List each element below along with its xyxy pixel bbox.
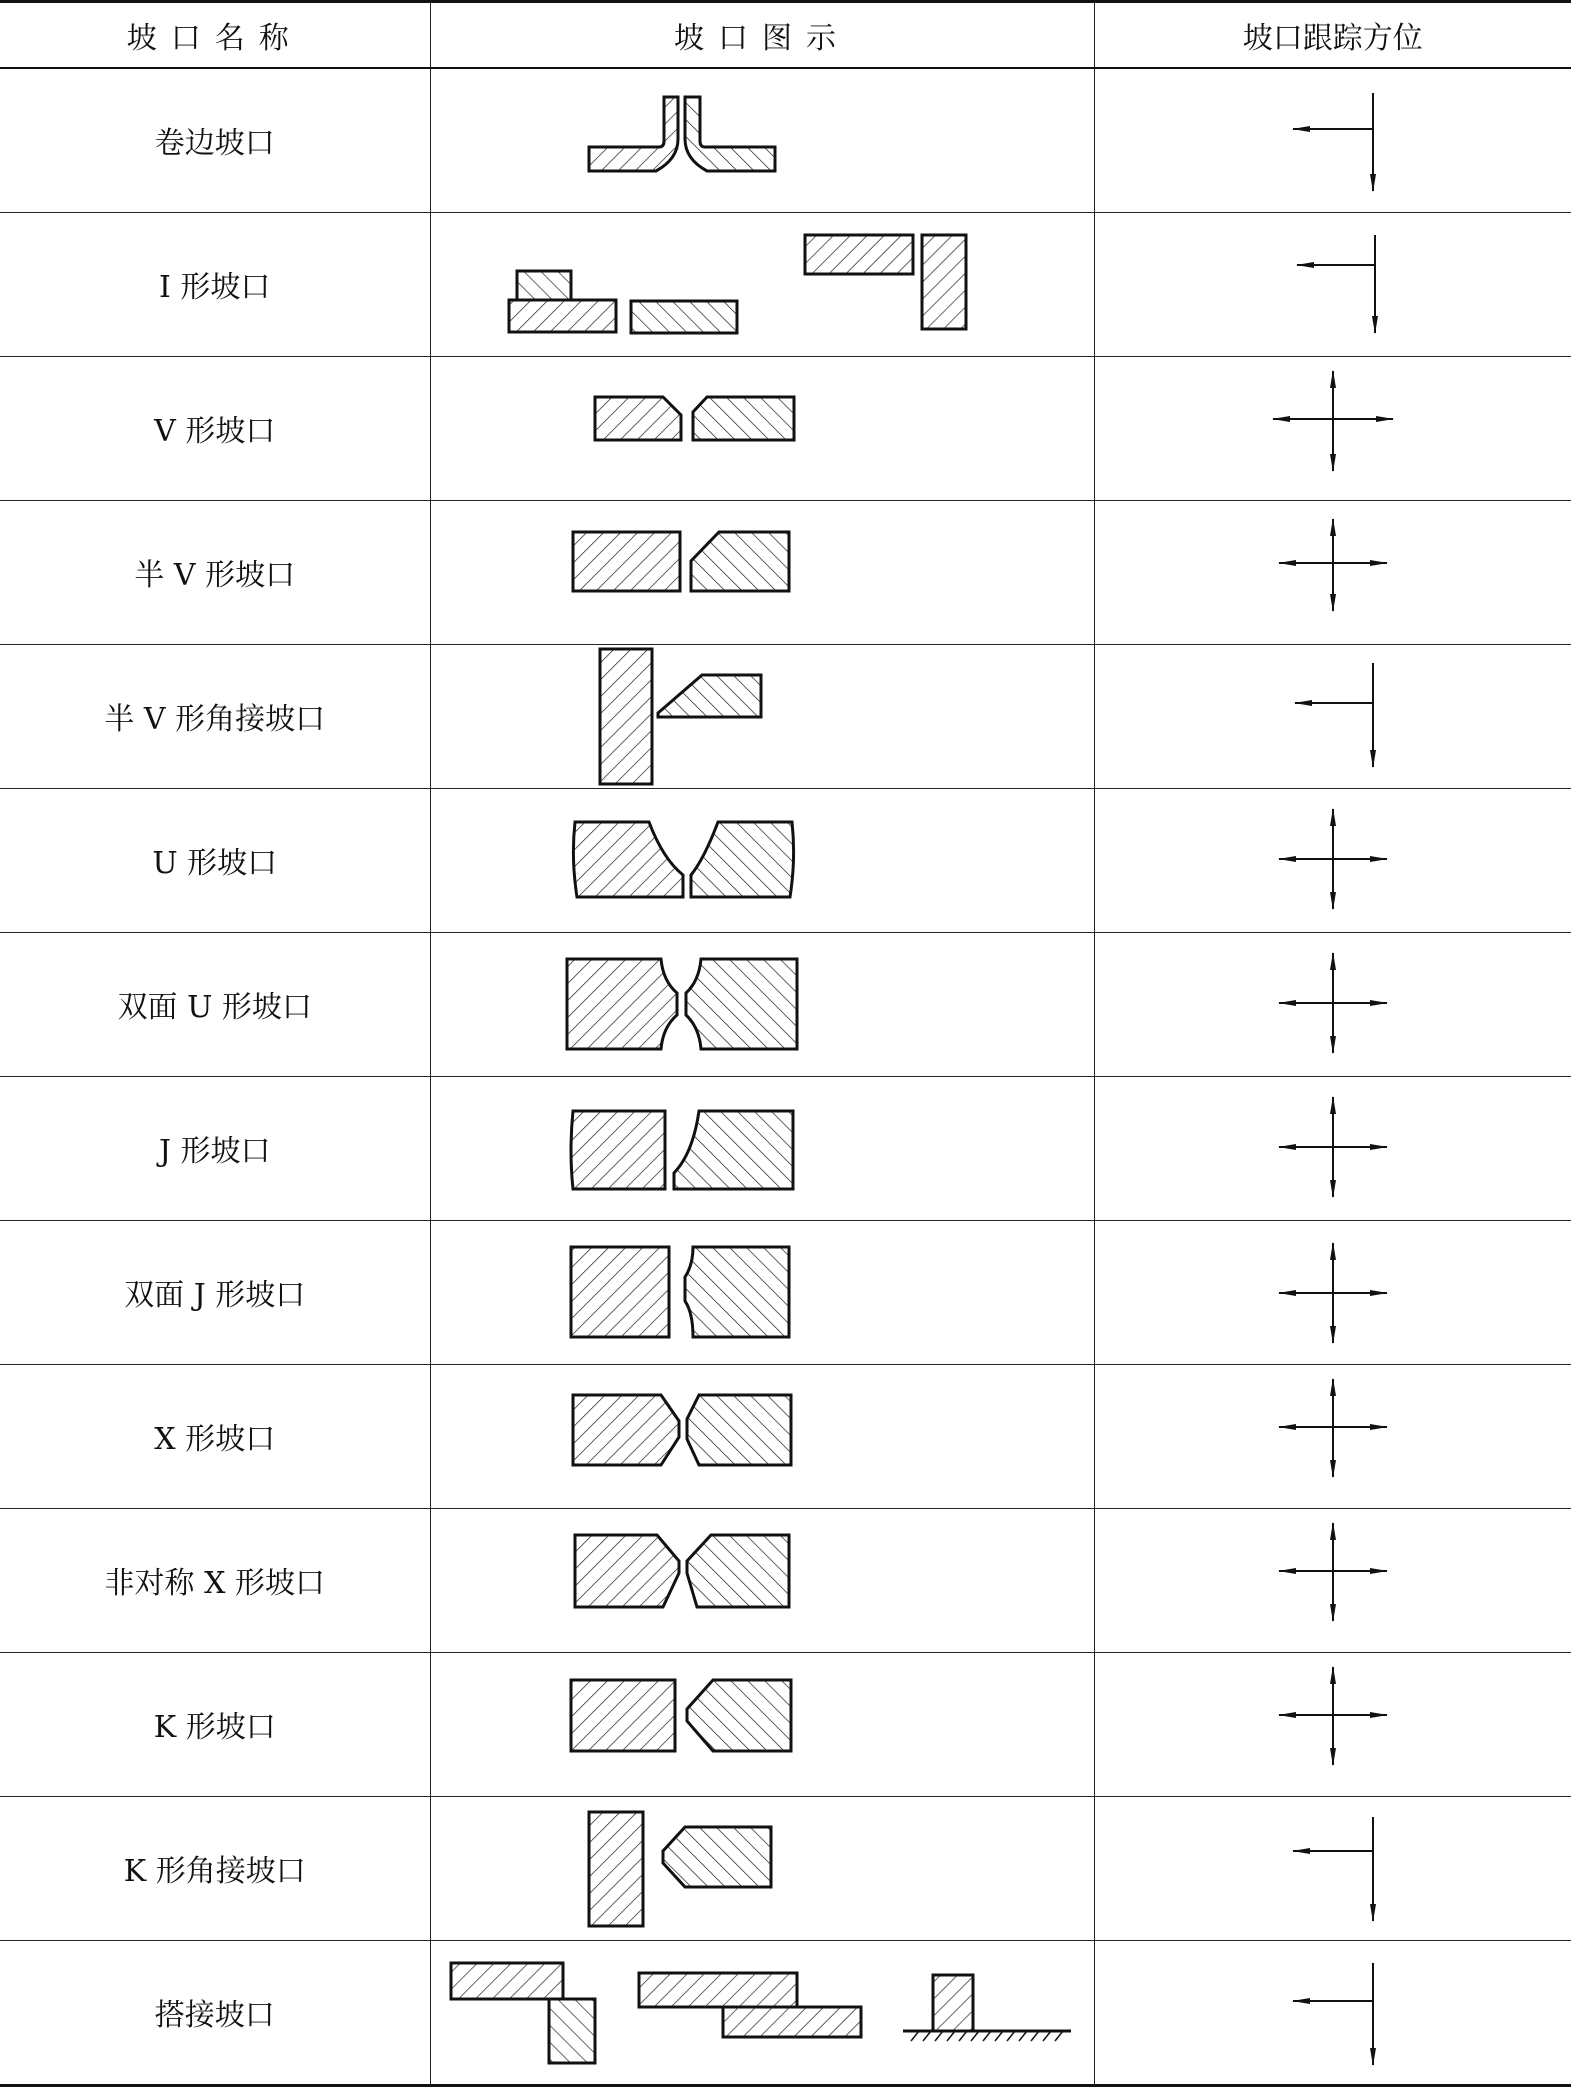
four-way-arrows-icon (1095, 357, 1571, 500)
tracking-direction (1094, 212, 1571, 356)
groove-name: J 形坡口 (0, 1076, 430, 1220)
four-way-arrows-icon (1095, 1365, 1571, 1508)
half-v-groove-figure (431, 501, 1095, 644)
groove-name: K 形角接坡口 (0, 1796, 430, 1940)
tracking-direction (1094, 68, 1571, 213)
groove-name: 半 V 形角接坡口 (0, 644, 430, 788)
groove-figure (430, 644, 1094, 788)
tracking-direction (1094, 1364, 1571, 1508)
groove-figure (430, 212, 1094, 356)
left-down-arrows-icon (1095, 69, 1571, 212)
half-v-corner-groove-figure (431, 645, 1095, 788)
left-down-arrows-icon (1095, 1797, 1571, 1940)
groove-name: 双面 J 形坡口 (0, 1220, 430, 1364)
tracking-direction (1094, 1940, 1571, 2085)
table-row (0, 500, 1571, 644)
tracking-direction (1094, 1220, 1571, 1364)
left-down-arrows-icon (1095, 645, 1571, 788)
left-down-arrows-icon (1095, 213, 1571, 356)
table-row (0, 212, 1571, 356)
j-groove-figure (431, 1077, 1095, 1220)
tracking-direction (1094, 1508, 1571, 1652)
table-row (0, 788, 1571, 932)
tracking-direction (1094, 932, 1571, 1076)
groove-figure (430, 788, 1094, 932)
table-row (0, 356, 1571, 500)
groove-figure (430, 68, 1094, 213)
table-row (0, 68, 1571, 213)
groove-figure (430, 1796, 1094, 1940)
groove-name: 非对称 X 形坡口 (0, 1508, 430, 1652)
asymmetric-x-groove-figure (431, 1509, 1095, 1652)
four-way-arrows-icon (1095, 1221, 1571, 1364)
table-row (0, 1652, 1571, 1796)
groove-figure (430, 932, 1094, 1076)
tracking-direction (1094, 644, 1571, 788)
lap-joint-figure (431, 1941, 1095, 2084)
groove-figure (430, 1940, 1094, 2085)
groove-figure (430, 1076, 1094, 1220)
groove-name: 双面 U 形坡口 (0, 932, 430, 1076)
four-way-arrows-icon (1095, 789, 1571, 932)
tracking-direction (1094, 500, 1571, 644)
four-way-arrows-icon (1095, 1653, 1571, 1796)
groove-figure (430, 1364, 1094, 1508)
header-tracking-direction: 坡口跟踪方位 (1094, 2, 1571, 68)
table-row (0, 1940, 1571, 2085)
tracking-direction (1094, 1796, 1571, 1940)
groove-figure (430, 1652, 1094, 1796)
groove-name: 卷边坡口 (0, 68, 430, 213)
four-way-arrows-icon (1095, 933, 1571, 1076)
i-groove-figure (431, 213, 1095, 356)
double-u-groove-figure (431, 933, 1095, 1076)
v-groove-figure (431, 357, 1095, 500)
tracking-direction (1094, 788, 1571, 932)
flanged-groove-figure (431, 69, 1095, 212)
groove-name: U 形坡口 (0, 788, 430, 932)
header-row (0, 2, 1571, 68)
u-groove-figure (431, 789, 1095, 932)
k-groove-figure (431, 1653, 1095, 1796)
groove-figure (430, 356, 1094, 500)
double-j-groove-figure (431, 1221, 1095, 1364)
four-way-arrows-icon (1095, 1509, 1571, 1652)
groove-name: 搭接坡口 (0, 1940, 430, 2085)
tracking-direction (1094, 1652, 1571, 1796)
table-row (0, 1364, 1571, 1508)
left-down-arrows-icon (1095, 1941, 1571, 2084)
four-way-arrows-icon (1095, 501, 1571, 644)
tracking-direction (1094, 356, 1571, 500)
groove-name: K 形坡口 (0, 1652, 430, 1796)
tracking-direction (1094, 1076, 1571, 1220)
table-row (0, 1796, 1571, 1940)
groove-name: 半 V 形坡口 (0, 500, 430, 644)
groove-name: X 形坡口 (0, 1364, 430, 1508)
k-corner-groove-figure (431, 1797, 1095, 1940)
header-groove-name: 坡口名称 (0, 2, 430, 68)
table-row (0, 644, 1571, 788)
groove-name: V 形坡口 (0, 356, 430, 500)
table-row (0, 1220, 1571, 1364)
groove-figure (430, 1508, 1094, 1652)
header-groove-figure: 坡口图示 (430, 2, 1094, 68)
groove-figure (430, 500, 1094, 644)
x-groove-figure (431, 1365, 1095, 1508)
table-row (0, 1508, 1571, 1652)
groove-figure (430, 1220, 1094, 1364)
four-way-arrows-icon (1095, 1077, 1571, 1220)
table-row (0, 1076, 1571, 1220)
groove-name: I 形坡口 (0, 212, 430, 356)
table-row (0, 932, 1571, 1076)
